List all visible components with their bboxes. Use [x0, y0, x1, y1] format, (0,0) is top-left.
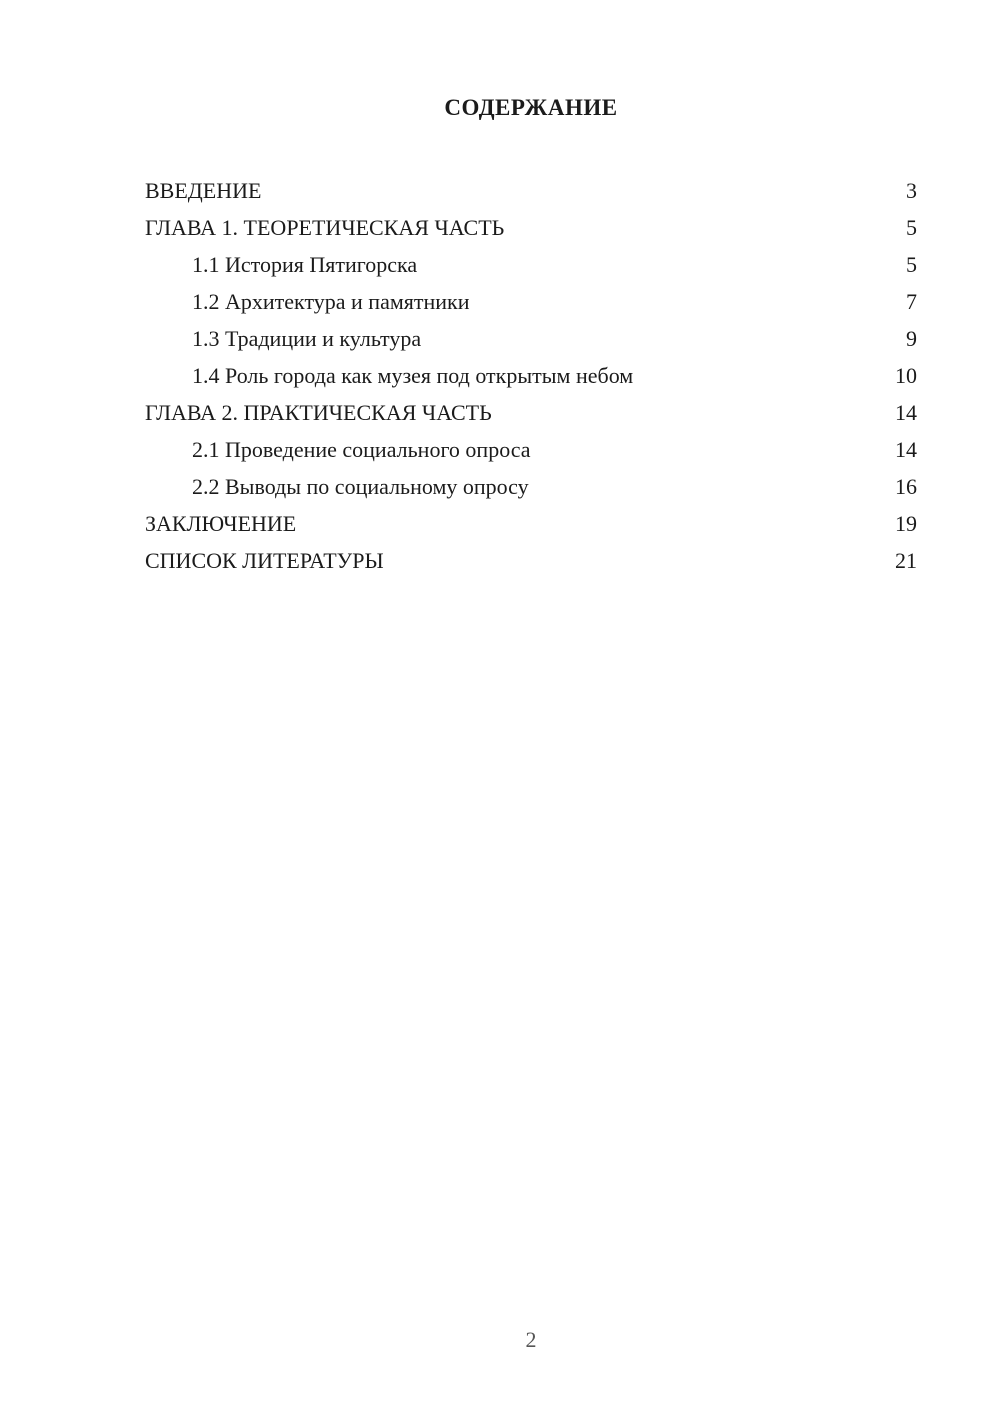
toc-entry	[145, 542, 917, 579]
toc-entry-label: СПИСОК ЛИТЕРАТУРЫ	[145, 548, 384, 573]
toc-entry-page-number: 5	[906, 252, 917, 277]
table-of-contents	[145, 172, 917, 579]
toc-entry-label: ГЛАВА 1. ТЕОРЕТИЧЕСКАЯ ЧАСТЬ	[145, 215, 505, 240]
toc-entry	[145, 246, 917, 283]
toc-entry-label: ГЛАВА 2. ПРАКТИЧЕСКАЯ ЧАСТЬ	[145, 400, 492, 425]
page-title: СОДЕРЖАНИЕ	[444, 95, 618, 120]
toc-entry-page-number: 10	[895, 363, 917, 388]
toc-entry	[145, 394, 917, 431]
toc-entry	[145, 431, 917, 468]
toc-entry-page-number: 5	[906, 215, 917, 240]
toc-entry-page-number: 3	[906, 178, 917, 203]
toc-entry-label: 1.4 Роль города как музея под открытым небом	[192, 363, 634, 388]
toc-entry-label: ЗАКЛЮЧЕНИЕ	[145, 511, 297, 536]
toc-entry	[145, 505, 917, 542]
toc-entry-label: 1.3 Традиции и культура	[192, 326, 422, 351]
page-content	[145, 0, 917, 579]
toc-entry-page-number: 19	[895, 511, 917, 536]
toc-entry-label: ВВЕДЕНИЕ	[145, 178, 262, 203]
toc-entry-label: 2.2 Выводы по социальному опросу	[192, 474, 529, 499]
toc-entry-label: 2.1 Проведение социального опроса	[192, 437, 531, 462]
toc-entry	[145, 357, 917, 394]
toc-entry	[145, 209, 917, 246]
toc-entry-page-number: 21	[895, 548, 917, 573]
toc-entry-page-number: 9	[906, 326, 917, 351]
toc-entry-label: 1.1 История Пятигорска	[192, 252, 418, 277]
footer-page-number: 2	[525, 1327, 537, 1352]
toc-entry	[145, 172, 917, 209]
toc-entry	[145, 283, 917, 320]
toc-entry-page-number: 14	[895, 437, 917, 462]
toc-entry-label: 1.2 Архитектура и памятники	[192, 289, 470, 314]
toc-entry	[145, 468, 917, 505]
toc-entry-page-number: 7	[906, 289, 917, 314]
toc-entry	[145, 320, 917, 357]
toc-entry-page-number: 14	[895, 400, 917, 425]
toc-entry-page-number: 16	[895, 474, 917, 499]
